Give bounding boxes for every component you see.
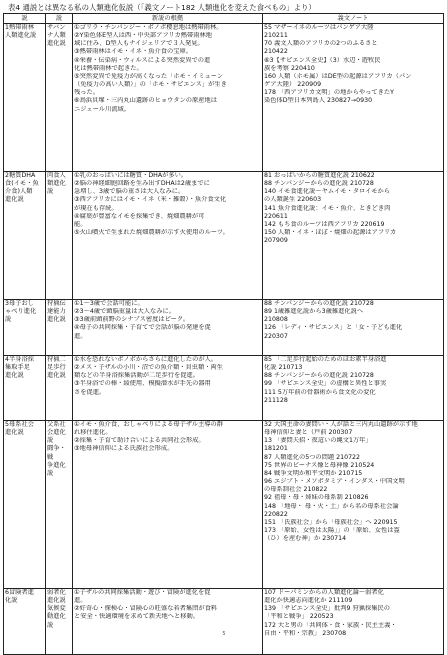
cell-conventional-theory xyxy=(46,172,73,300)
cell-line: ①乳のおっぱいには糖質・DHAが多い。 xyxy=(74,172,188,179)
table-body xyxy=(4,24,444,655)
table-row xyxy=(4,421,444,589)
cell-line: 220822 xyxy=(264,510,288,518)
cell-line: 151 「氏族社会」から「母族社会」へ 220915 xyxy=(264,518,398,526)
cell-line: 弱者化 xyxy=(47,589,66,596)
cell-line: 6冒険者進 xyxy=(5,589,34,596)
cell-line: 3母子おし xyxy=(5,300,34,307)
cell-line: 220307 xyxy=(264,332,288,340)
cell-line: 狩猟二 xyxy=(47,356,66,363)
cell-line: 139 「サピエンス全史」批判9 狩猟採集民の xyxy=(264,605,390,613)
cell-line: と安全・快適環境を求めて新天地へと移動。 xyxy=(74,613,199,621)
page-mark: 5 xyxy=(222,631,226,637)
cell-line: 進化説 xyxy=(47,597,66,605)
cell-new-theory xyxy=(4,421,46,589)
cell-line: の人類誕生 220603 xyxy=(264,196,322,204)
cell-line: ③熱帯雨林はイモ・イネ・魚介食の宝庫。 xyxy=(74,48,193,56)
cell-line: 4半身浴採 xyxy=(5,356,34,363)
cell-line: 進。 xyxy=(74,332,87,340)
cell-line: の母系制社会 210822 xyxy=(264,486,328,494)
cell-evidence xyxy=(73,356,263,421)
cell-line: 動進化 xyxy=(47,613,66,621)
cell-line: ②3〜4歳で頭脳重量は大人なみに。 xyxy=(74,308,176,316)
cell-conventional-theory xyxy=(46,589,73,655)
cell-line: 32 大国主命の妻問い・人が話と三内丸山遺跡が示す地 xyxy=(264,421,418,428)
table-caption: 表4 通説とは異なる私の人類進化仮説（「義文ノート182 人類進化を変えた食べもの」より） xyxy=(8,3,316,12)
cell-line: ゃべり進化 xyxy=(5,308,37,316)
cell-line: 181201 xyxy=(264,445,288,453)
cell-line: 進化説 xyxy=(5,429,24,437)
table-row xyxy=(4,300,444,356)
cell-line: 99 「サピエンス全史」の虚構と異性と事実 xyxy=(264,380,387,388)
cell-line: 争進化 xyxy=(47,461,66,469)
cell-line: ③半身浴での棒・綾使用、模擬潜水が手先の器用 xyxy=(74,380,211,388)
cell-line: 狩猟伝 xyxy=(47,300,66,307)
cell-line: 進化説 xyxy=(47,372,66,380)
cell-evidence xyxy=(73,172,263,300)
cell-line: 81 おっぱいからの糖質進化説 210622 xyxy=(264,172,375,179)
cell-line: 説 xyxy=(5,316,12,324)
table-row xyxy=(4,589,444,655)
cell-line: 89 1歳雑進化説から3歳雑進化説へ xyxy=(264,308,364,316)
cell-line: 220611 xyxy=(264,212,288,220)
cell-line: 85 「二足歩行起始のためのほお素半身浴進 xyxy=(264,356,387,363)
cell-conventional-theory xyxy=(46,421,73,589)
cell-line: 141 魚介食進化説：イモ・魚介、ときどき肉 xyxy=(264,204,391,212)
cell-evidence xyxy=(73,589,263,655)
cell-line: 107 ドーパミンからの人類進化論〜弱者化 xyxy=(264,589,384,596)
cell-line: ②メス・子ザルの小川・沼での魚介類・貝虫類・両生 xyxy=(74,364,224,372)
cell-new-theory xyxy=(4,24,46,172)
cell-conventional-theory xyxy=(46,24,73,172)
cell-line: 類などの半身浴採集活動が二足歩行を促進。 xyxy=(74,372,199,380)
cell-line: ①1〜3歳で会話可能に。 xyxy=(74,300,144,307)
table-row xyxy=(4,172,444,300)
cell-line: 能。 xyxy=(74,220,87,228)
cell-line: 闘争・戦 xyxy=(47,445,66,461)
header-conventional: 説 xyxy=(46,14,73,24)
cell-line: 肉食人 xyxy=(47,172,66,179)
cell-line: 5母系社会 xyxy=(5,421,34,428)
cell-line: 87 人類進化の5つの問題 210722 xyxy=(264,453,361,461)
cell-line: ①子ザルの共同採集活動・遊び・冒険が進化を促 xyxy=(74,589,211,596)
cell-line: 70 義文人類のアフリカの2つのふるさと xyxy=(264,40,378,48)
cell-line: 急増し、3歳で脳の重さは大人なみに。 xyxy=(74,188,185,196)
cell-line: 進化説 xyxy=(47,316,66,324)
cell-line: 足歩行 xyxy=(47,364,66,372)
cell-line: 食(イモ・魚 xyxy=(5,180,39,188)
cell-line: ⑤火山噴火で生まれた焼畑農耕が示す火使用のルーツ。 xyxy=(74,229,229,237)
cell-line: が現在も存続。 xyxy=(74,204,118,212)
cell-line: ①イモ・魚介食、おしゃべりによる母子ザル主導の群 xyxy=(74,421,224,428)
cell-notes xyxy=(263,356,444,421)
cell-new-theory xyxy=(4,300,46,356)
cell-evidence xyxy=(73,24,263,172)
cell-line: 族を考察 220410 xyxy=(264,64,315,72)
cell-line: ③西アフリカにはイモ・イネ（米・雑穀）・魚介食文化 xyxy=(74,196,227,204)
cell-line: 13 「妻問夫招・夜這いの縄文1万年」 xyxy=(264,437,372,445)
cell-line: 88 チンパンジーからの進化説 210728 xyxy=(264,372,374,380)
cell-line: 88 チンパンジーからの進化説 210728 xyxy=(264,300,374,307)
cell-line: 160 人類（ホモ属）はDE型の起源はアフリカ（パン xyxy=(264,72,412,80)
cell-line: ニジェール川流域。 xyxy=(74,105,130,113)
cell-line: 化は熱帯雨林で起きた。 xyxy=(74,64,143,72)
cell-conventional-theory xyxy=(46,300,73,356)
cell-notes xyxy=(263,589,444,655)
cell-line: 140 イモ食進化説〜ヤムイモ・タロイモから xyxy=(264,188,391,196)
cell-line: 126 「レディ・サピエンス」と「女・子ども進化 xyxy=(264,324,403,332)
cell-line: 説 xyxy=(47,437,54,445)
cell-line: 進化説 xyxy=(47,40,66,48)
cell-line: 介食)人類 xyxy=(5,188,33,196)
cell-line: 父系社 xyxy=(47,421,66,428)
cell-line: 210808 xyxy=(264,316,288,324)
cell-line: ②採集・子育て助け合いによる共同社会形成。 xyxy=(74,437,205,445)
cell-line: サバン xyxy=(47,24,66,31)
cell-line: 進化説 xyxy=(5,372,24,380)
cell-line: 55 マザーイネのルーツはパンゲア大陸 xyxy=(264,24,374,31)
cell-line: 進化説 xyxy=(5,196,24,204)
header-row xyxy=(4,14,444,24)
cell-line: 類進化 xyxy=(47,180,66,188)
cell-new-theory xyxy=(4,589,46,655)
cell-line: 会進化 xyxy=(47,429,66,437)
cell-line: （ひ）を産む神」か 230714 xyxy=(264,535,347,543)
cell-evidence xyxy=(73,300,263,356)
cell-line: ③地母神信仰による氏族社会形成。 xyxy=(74,445,174,453)
cell-line: ④腐葉が豊富なイモを採集でき、焼畑農耕が可 xyxy=(74,212,205,220)
cell-line: ⑥鳥浜貝塚・三内丸山遺跡のヒョウタンの原産地は xyxy=(74,97,218,105)
cell-line: ③3歳前頭前野のシナプス密度はピーク。 xyxy=(74,316,190,324)
cell-line: 172 大と男の「共同体・食・家族・民主主義・ xyxy=(264,621,397,629)
cell-line: 自由・平和・宗教」 230708 xyxy=(264,629,347,637)
cell-line: さを促進。 xyxy=(74,388,106,396)
cell-line: 173 「原始、女性は太陽」」の「原始、女性は霊 xyxy=(264,527,400,535)
cell-line: 母神信仰と妻と（戸前 200307 xyxy=(264,429,353,437)
cell-line: 人類進化説 xyxy=(5,32,37,40)
cell-line: ②好奇心・探検心・冒険心の旺盛な若者集団が食料 xyxy=(74,605,218,613)
cell-line: ゲア大陸） 220909 xyxy=(264,81,322,89)
cell-line: 説 xyxy=(47,621,54,629)
cell-line: 化説 210713 xyxy=(264,364,303,372)
cell-line: 気候変 xyxy=(47,605,66,613)
cell-line: 84 戦争文明か和平文明か 210715 xyxy=(264,469,363,477)
cell-new-theory xyxy=(4,356,46,421)
cell-line: ④母子の共同採集・子育てで会話が脳の発達を促 xyxy=(74,324,211,332)
cell-line: 75 世界のビーナス像と母神像 210524 xyxy=(264,461,375,469)
header-notes: 義文ノート xyxy=(263,14,444,24)
table-row xyxy=(4,356,444,421)
cell-line: 148 「地母・ 母・火・土」から名の母系社会論 xyxy=(264,502,399,510)
cell-line: 96 エジプト・メソポタミア・インダス・中国文明 xyxy=(264,478,405,486)
cell-line: 達能力 xyxy=(47,308,66,316)
cell-line: 88 チンパンジーからの進化説 210728 xyxy=(264,180,374,188)
cell-notes xyxy=(263,300,444,356)
cell-line: 207909 xyxy=(264,237,288,245)
cell-notes xyxy=(263,421,444,589)
cell-line: 210422 xyxy=(264,48,288,56)
cell-line: 211128 xyxy=(264,396,288,404)
cell-line: ①ゴリラ・チンパンジー・ボノボ棲息地は熱帯雨林。 xyxy=(74,24,223,31)
cell-line: 説 xyxy=(47,188,54,196)
cell-line: ⑥3【サピエンス全史】（3）水辺・遊牧民 xyxy=(264,56,381,64)
cell-evidence xyxy=(73,421,263,589)
cell-line: 進化か快適志向進化か 211109 xyxy=(264,597,353,605)
cell-line: （免疫力の高い人類）」の「ホモ・サピエンス」が生き xyxy=(74,81,227,89)
cell-line: 化説 xyxy=(5,597,18,605)
cell-line: 説 xyxy=(47,469,54,477)
cell-line: 178 「西アフリカ文明」の地からやってきたY xyxy=(264,89,394,97)
cell-line: 2糖質DHA xyxy=(5,172,36,179)
cell-line: 142 もち食のルーツは西アフリカ 220619 xyxy=(264,220,385,228)
cell-line: れ移住進化。 xyxy=(74,429,112,437)
cell-line: 111 5万年前の骨器術から食文化の変化 xyxy=(264,388,376,396)
table-row xyxy=(4,24,444,172)
cell-notes xyxy=(263,24,444,172)
hypothesis-table xyxy=(3,13,444,655)
cell-notes xyxy=(263,172,444,300)
cell-line: 集取手足 xyxy=(5,364,30,372)
cell-line: 染色体D型日本列島人 230827→0930 xyxy=(264,97,373,105)
header-evidence: 新説の根拠 xyxy=(73,14,263,24)
cell-line: ⑤突然変異で免疫力が高くなった「ホモ・イミューン xyxy=(74,72,224,80)
header-new-theory: 説 xyxy=(4,14,46,24)
cell-line: 域に住み、D型人もナイジェリアで３人発見。 xyxy=(74,40,204,48)
cell-line: ②脳の神経細胞回路を生み出すDHAは2歳までに xyxy=(74,180,210,188)
cell-line: ナ人類 xyxy=(47,32,66,40)
cell-line: 「平和と戦争」 220523 xyxy=(264,613,334,621)
cell-line: 残った。 xyxy=(74,89,99,97)
cell-line: 150 人類・イネ・ほぼ・焼畑の起源はアフリカ xyxy=(264,229,397,237)
cell-line: ②Y染色体E型人は西・中央部アフリカ熱帯雨林地 xyxy=(74,32,213,40)
cell-conventional-theory xyxy=(46,356,73,421)
cell-new-theory xyxy=(4,172,46,300)
cell-line: 210211 xyxy=(264,32,288,40)
cell-line: 92 祖母・母・姉妹の母系制 210826 xyxy=(264,494,369,502)
cell-line: ①水を恐れないボノボからさらに進化したのが人。 xyxy=(74,356,218,363)
cell-line: ④栄養・伝染病・ウィルスによる突然変異での進 xyxy=(74,56,211,64)
cell-line: 進。 xyxy=(74,597,87,605)
cell-line: 1熱帯雨林 xyxy=(5,24,34,31)
